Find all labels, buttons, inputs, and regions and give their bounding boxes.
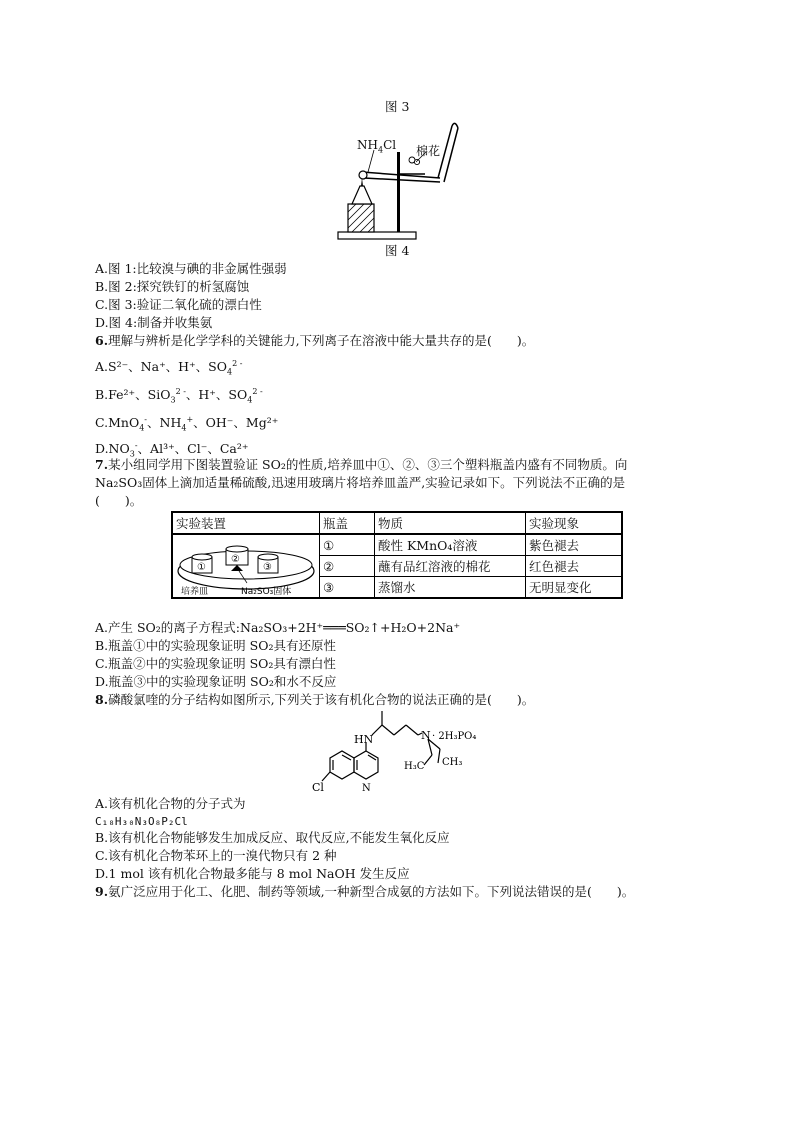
q6-option-a: A.S²⁻、Na⁺、H⁺、$SO_4^{2 -}$ [95,359,243,377]
table-header-cell: 实验装置 [172,512,320,534]
apparatus-cell [172,534,320,598]
ch3-label: CH₃ [442,757,463,768]
cap-label-3: ③ [263,562,272,573]
figure-4-apparatus [330,112,470,244]
table-row [172,534,622,556]
phosphate-label: · 2H₃PO₄ [432,731,477,742]
q7-option-a: A.产生 SO₂的离子方程式:Na₂SO₃+2H⁺═══SO₂↑+H₂O+2Na⁺ [95,620,461,635]
table-header-cell: 实验现象 [526,512,623,534]
hn-label: HN [354,733,374,746]
q7-stem-line3: ( )。 [95,493,143,508]
q8-option-d: D.1 mol 该有机化合物最多能与 8 mol NaOH 发生反应 [95,866,410,881]
q6-option-b: B.Fe²⁺、SiO$_3^{2 -}$、H⁺、$SO_4^{2 -}$ [95,387,263,405]
cl-label: Cl [312,781,324,794]
q9-stem: 9.氨广泛应用于化工、化肥、制药等领域,一种新型合成氨的方法如下。下列说法错误的是( )。 [95,884,635,899]
table-cell: 无明显变化 [526,577,623,599]
table-cell: 紫色褪去 [526,534,623,556]
q6-option-d: $D.NO_3^-$、Al³⁺、Cl⁻、Ca²⁺ [95,441,249,459]
q5-option-b: B.图 2:探究铁钉的析氢腐蚀 [95,279,250,294]
table-cell: 蘸有品红溶液的棉花 [375,556,526,577]
cap-label-1: ① [197,562,206,573]
q5-option-c: C.图 3:验证二氧化硫的漂白性 [95,297,262,312]
table-cell: ① [320,534,375,556]
n-label: N [421,729,431,742]
cotton-label: 棉花 [416,144,441,158]
chloroquine-phosphate-structure [310,703,500,795]
table-header-cell: 物质 [375,512,526,534]
table-header-cell: 瓶盖 [320,512,375,534]
table-cell: 酸性 KMnO₄溶液 [375,534,526,556]
nh4cl-label: $NH_4Cl$ [357,138,397,155]
table-cell: 红色褪去 [526,556,623,577]
figure-4-caption: 图 4 [385,243,410,258]
q7-option-c: C.瓶盖②中的实验现象证明 SO₂具有漂白性 [95,656,336,671]
table-cell: ② [320,556,375,577]
cap-label-2: ② [231,554,240,565]
table-cell: 蒸馏水 [375,577,526,599]
q8-option-b: B.该有机化合物能够发生加成反应、取代反应,不能发生氧化反应 [95,830,450,845]
q7-experiment-table [171,511,623,599]
q6-stem: 6.理解与辨析是化学学科的关键能力,下列离子在溶液中能大量共存的是( )。 [95,333,535,348]
na2so3-label: Na₂SO₃固体 [241,587,292,597]
q7-option-b: B.瓶盖①中的实验现象证明 SO₂具有还原性 [95,638,336,653]
figure-3-caption: 图 3 [385,99,410,114]
q5-option-a: A.图 1:比较溴与碘的非金属性强弱 [95,261,287,276]
table-cell: ③ [320,577,375,599]
table-header-row [172,512,622,534]
q8-stem: 8.磷酸氯喹的分子结构如图所示,下列关于该有机化合物的说法正确的是( )。 [95,692,535,707]
q7-stem-line1: 7.某小组同学用下图装置验证 SO₂的性质,培养皿中①、②、③三个塑料瓶盖内盛有不同物质。向 [95,457,628,472]
q6-option-c: C.MnO$_4$-、$NH_4^+$、OH⁻、Mg²⁺ [95,415,279,433]
h3c-label: H₃C [404,761,425,772]
petri-dish-label: 培养皿 [181,587,209,597]
q8-formula: C₁₈H₃₀N₃O₈P₂Cl [95,815,188,828]
ring-n-label: N [362,783,371,794]
q7-stem-line2: Na₂SO₃固体上滴加适量稀硫酸,迅速用玻璃片将培养皿盖严,实验记录如下。下列说法不正确的是 [95,475,626,490]
q5-option-d: D.图 4:制备并收集氨 [95,315,213,330]
q8-option-c: C.该有机化合物苯环上的一溴代物只有 2 种 [95,848,337,863]
petri-dish-diagram [173,535,319,597]
q8-option-a: A.该有机化合物的分子式为 [95,796,246,811]
q7-option-d: D.瓶盖③中的实验现象证明 SO₂和水不反应 [95,674,337,689]
